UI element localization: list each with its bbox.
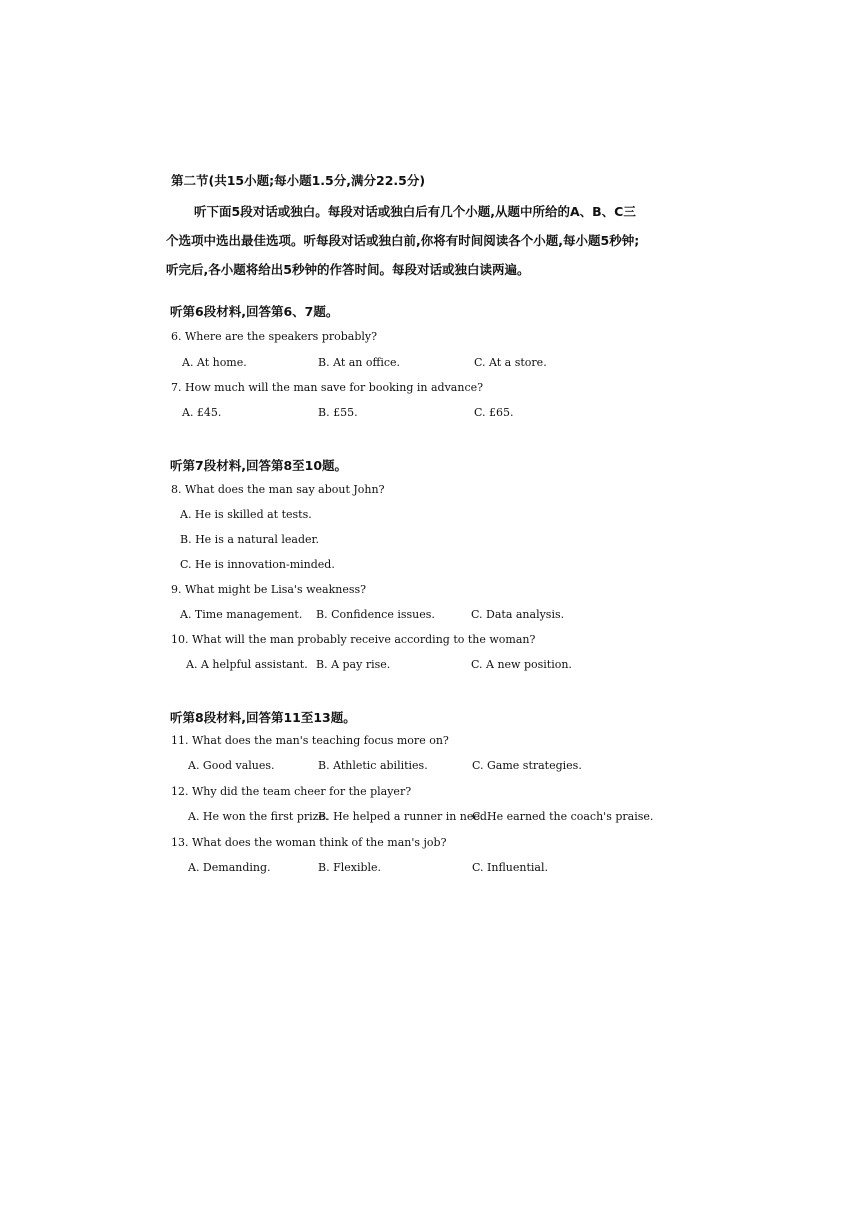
question-7-option-c: C. £65. [474,406,514,419]
question-13: 13. What does the woman think of the man's job? [171,836,447,849]
section-instructions: 听下面5段对话或独白。每段对话或独白后有几个小题,从题中所给的A、B、C三个选项中选出最佳选项。听每段对话或独白前,你将有时间阅读各个小题,每小题5秒钟;听完后,各小题将给出5秒钟的作答时间。每段对话或独白读两遍。 [166,204,640,277]
question-12-option-b: B. He helped a runner in need. [318,810,491,823]
question-9-option-c: C. Data analysis. [471,608,565,621]
question-6-option-b: B. At an office. [318,356,401,369]
question-7-option-a: A. £45. [182,406,222,419]
question-13-option-b: B. Flexible. [318,861,382,874]
group-title-6-7: 听第6段材料,回答第6、7题。 [170,304,339,319]
question-8-option-a: A. He is skilled at tests. [180,508,312,521]
question-9-option-b: B. Confidence issues. [316,608,435,621]
question-9: 9. What might be Lisa's weakness? [171,583,367,596]
question-9-option-a: A. Time management. [180,608,303,621]
question-13-option-a: A. Demanding. [188,861,271,874]
question-10-option-c: C. A new position. [471,658,572,671]
question-11-option-b: B. Athletic abilities. [318,759,428,772]
section-title: 第二节(共15小题;每小题1.5分,满分22.5分) [171,173,426,188]
question-11-option-a: A. Good values. [188,759,275,772]
question-6-option-a: A. At home. [182,356,247,369]
question-11: 11. What does the man's teaching focus more on? [171,734,449,747]
question-8-option-b: B. He is a natural leader. [180,533,320,546]
question-13-option-c: C. Influential. [472,861,548,874]
question-11-option-c: C. Game strategies. [472,759,582,772]
question-10-option-a: A. A helpful assistant. [186,658,308,671]
question-12-option-c: C. He earned the coach's praise. [472,810,654,823]
group-title-8-10: 听第7段材料,回答第8至10题。 [170,458,348,473]
question-7: 7. How much will the man save for booking in advance? [171,381,484,394]
question-10-option-b: B. A pay rise. [316,658,391,671]
question-12-option-a: A. He won the first prize. [188,810,329,823]
question-12: 12. Why did the team cheer for the player? [171,785,412,798]
group-title-11-13: 听第8段材料,回答第11至13题。 [170,710,356,725]
question-6: 6. Where are the speakers probably? [171,330,378,343]
question-8: 8. What does the man say about John? [171,483,385,496]
question-10: 10. What will the man probably receive according to the woman? [171,633,536,646]
question-8-option-c: C. He is innovation-minded. [180,558,335,571]
question-7-option-b: B. £55. [318,406,358,419]
question-6-option-c: C. At a store. [474,356,547,369]
